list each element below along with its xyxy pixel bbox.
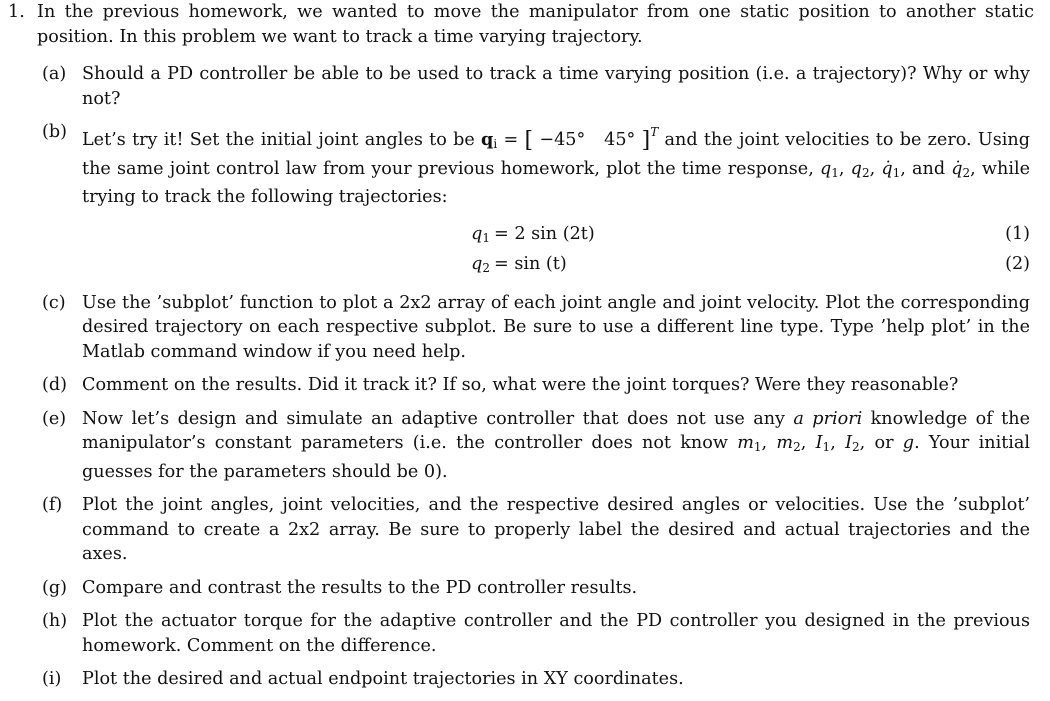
- problem-intro: In the previous homework, we wanted to move the manipulator from one static position to another static position. In this problem we want to track a time varying trajectory.: [37, 2, 1034, 47]
- parts-list: [42, 62, 1030, 701]
- equation-2: [42, 249, 1030, 279]
- part-b: [42, 120, 1030, 210]
- part-label: (h): [42, 611, 68, 631]
- equation-1: [42, 219, 1030, 249]
- equation-lhs: $q_1$: [471, 223, 490, 245]
- equation-rhs: = 2 sin (2t): [494, 223, 595, 244]
- equation-number: (2): [1005, 253, 1030, 274]
- part-label: (g): [42, 577, 67, 598]
- part-a: [42, 62, 1030, 111]
- part-text: Use the ’subplot’ function to plot a 2x2 array of each joint angle and joint velocity. Plot the corresponding desired trajectory on each respective subplot. Be sure to use a different line type. Type ’help plot’ in the Matlab command window if you need help.: [82, 292, 1030, 362]
- part-c: [42, 291, 1030, 365]
- part-f: [42, 493, 1030, 567]
- equation-lhs: $q_2$: [471, 253, 490, 275]
- part-text: Let’s try it! Set the initial joint angles to be $q_i$ = [ −45° 45° ]$^T$ and the joint velocities to be zero. Using the same joint control law from your previous homework, plot the time response, $q_1$, $q_2$, $q̇_1$, and $q̇_2$, while trying to track the following trajectories:: [82, 125, 1030, 207]
- trajectory-equations: [42, 219, 1030, 279]
- part-g: [42, 576, 1030, 601]
- part-label: (b): [42, 122, 67, 142]
- part-label: (i): [42, 669, 62, 689]
- part-i: [42, 667, 1030, 692]
- part-label: (c): [42, 292, 66, 313]
- part-label: (e): [42, 408, 67, 429]
- part-e: [42, 407, 1030, 485]
- part-text: Should a PD controller be able to be used to track a time varying position (i.e. a trajectory)? Why or why not?: [82, 64, 1030, 109]
- part-text: Compare and contrast the results to the PD controller results.: [82, 577, 638, 598]
- problem-number: 1.: [8, 2, 25, 22]
- part-text: Comment on the results. Did it track it? If so, what were the joint torques? Were they reasonable?: [82, 375, 959, 395]
- part-d: [42, 373, 1030, 398]
- part-text: Plot the joint angles, joint velocities, and the respective desired angles or velocities. Use the ’subplot’ command to create a 2x2 array. Be sure to properly label the desired and actual trajectories and the axes.: [82, 495, 1030, 564]
- equation-rhs: = sin (t): [494, 253, 567, 274]
- part-label: (a): [42, 64, 67, 84]
- part-h: [42, 609, 1030, 658]
- equation-number: (1): [1005, 223, 1030, 244]
- problem-1: [8, 0, 1034, 49]
- part-text: Plot the desired and actual endpoint trajectories in XY coordinates.: [82, 669, 684, 689]
- part-label: (f): [42, 495, 63, 515]
- part-text: Plot the actuator torque for the adaptive controller and the PD controller you designed in the previous homework. Comment on the difference.: [82, 611, 1030, 656]
- part-label: (d): [42, 375, 67, 395]
- part-text: Now let’s design and simulate an adaptive controller that does not use any a priori knowledge of the manipulator’s constant parameters (i.e. the controller does not know $m_1$, $m_2$, $I_1$, $I_2$, or g. Your initial guesses for the parameters should be 0).: [82, 408, 1031, 482]
